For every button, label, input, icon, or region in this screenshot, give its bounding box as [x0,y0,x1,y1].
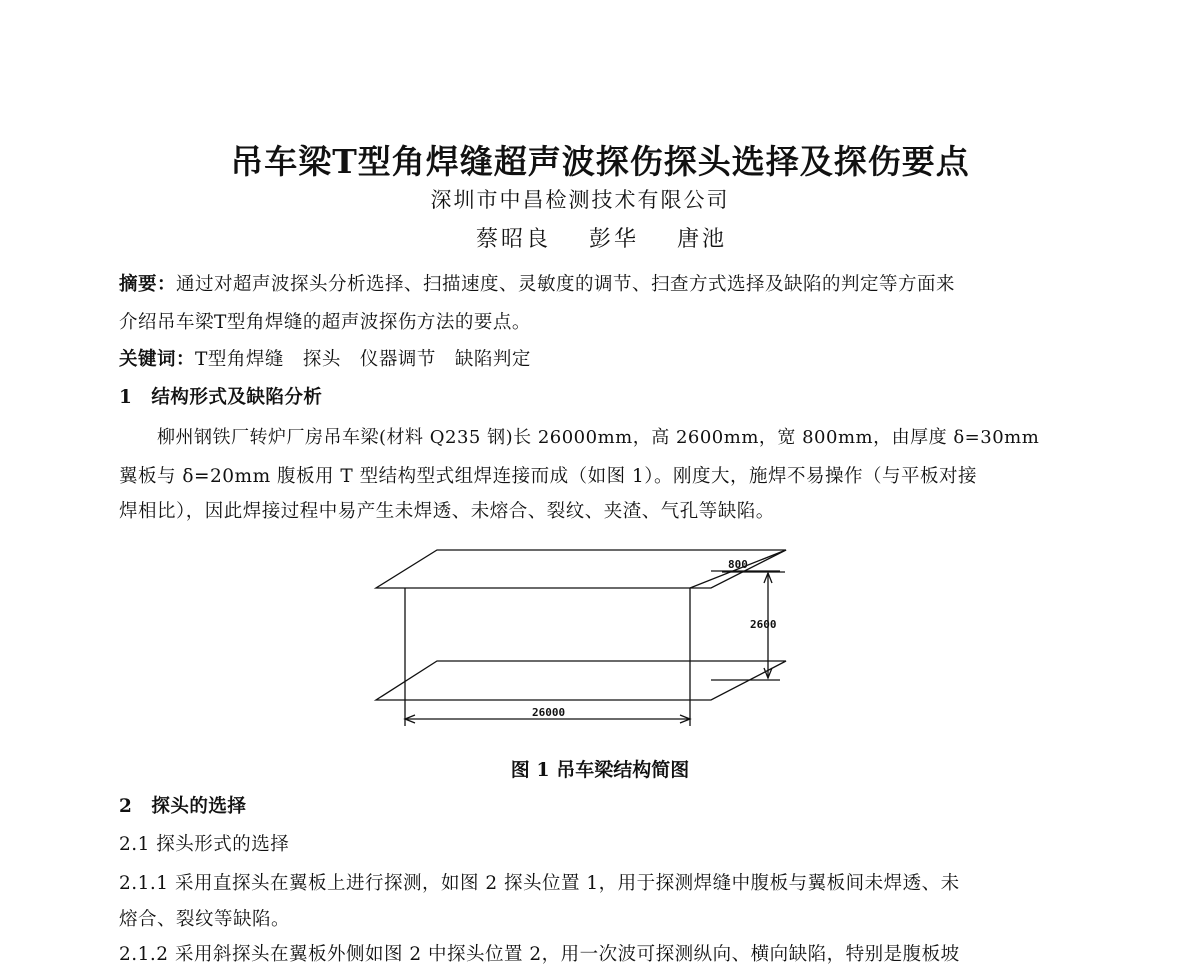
author-3: 唐池 [677,227,728,252]
paper-title: 吊车梁T型角焊缝超声波探伤探头选择及探伤要点 [230,142,970,181]
p212-line-1: 2.1.2 采用斜探头在翼板外侧如图 2 中探头位置 2，用一次波可探测纵向、横向缺陷，特别是腹板坡 [119,944,960,965]
section-1-heading: 1 结构形式及缺陷分析 [119,387,323,408]
section-2-1-heading: 2.1 探头形式的选择 [119,834,290,855]
section-1-line-2: 翼板与 δ=20mm 腹板用 T 型结构型式组焊连接而成（如图 1）。刚度大，施焊不易操作（与平板对接 [119,466,978,487]
author-2: 彭华 [589,227,640,252]
p211-line-1: 2.1.1 采用直探头在翼板上进行探测，如图 2 探头位置 1，用于探测焊缝中腹板与翼板间未焊透、未 [119,873,960,894]
keywords-label: 关键词： [119,349,196,370]
dim-length-label: 26000 [532,706,566,719]
p211-line-2: 熔合、裂纹等缺陷。 [119,909,291,930]
dim-width-label: 800 [728,558,748,571]
organization: 深圳市中昌检测技术有限公司 [430,188,730,212]
keywords-text: T型角焊缝 探头 仪器调节 缺陷判定 [195,349,531,370]
top-flange [376,550,786,588]
author-1: 蔡昭良 [476,227,552,252]
section-1-line-1: 柳州钢铁厂转炉厂房吊车梁(材料 Q235 钢)长 26000mm，高 2600mm，宽 800mm，由厚度 δ=30mm [157,427,1040,448]
section-2-heading: 2 探头的选择 [119,796,247,817]
abstract-label: 摘要： [119,274,177,295]
abstract-line-2: 介绍吊车梁T型角焊缝的超声波探伤方法的要点。 [119,312,531,333]
abstract-text-1: 通过对超声波探头分析选择、扫描速度、灵敏度的调节、扫查方式选择及缺陷的判定等方面来 [176,274,956,295]
section-1-line-3: 焊相比），因此焊接过程中易产生未焊透、未熔合、裂纹、夹渣、气孔等缺陷。 [119,501,775,522]
figure-1-caption: 图 1 吊车梁结构简图 [510,759,690,781]
dim-height-label: 2600 [750,618,777,631]
